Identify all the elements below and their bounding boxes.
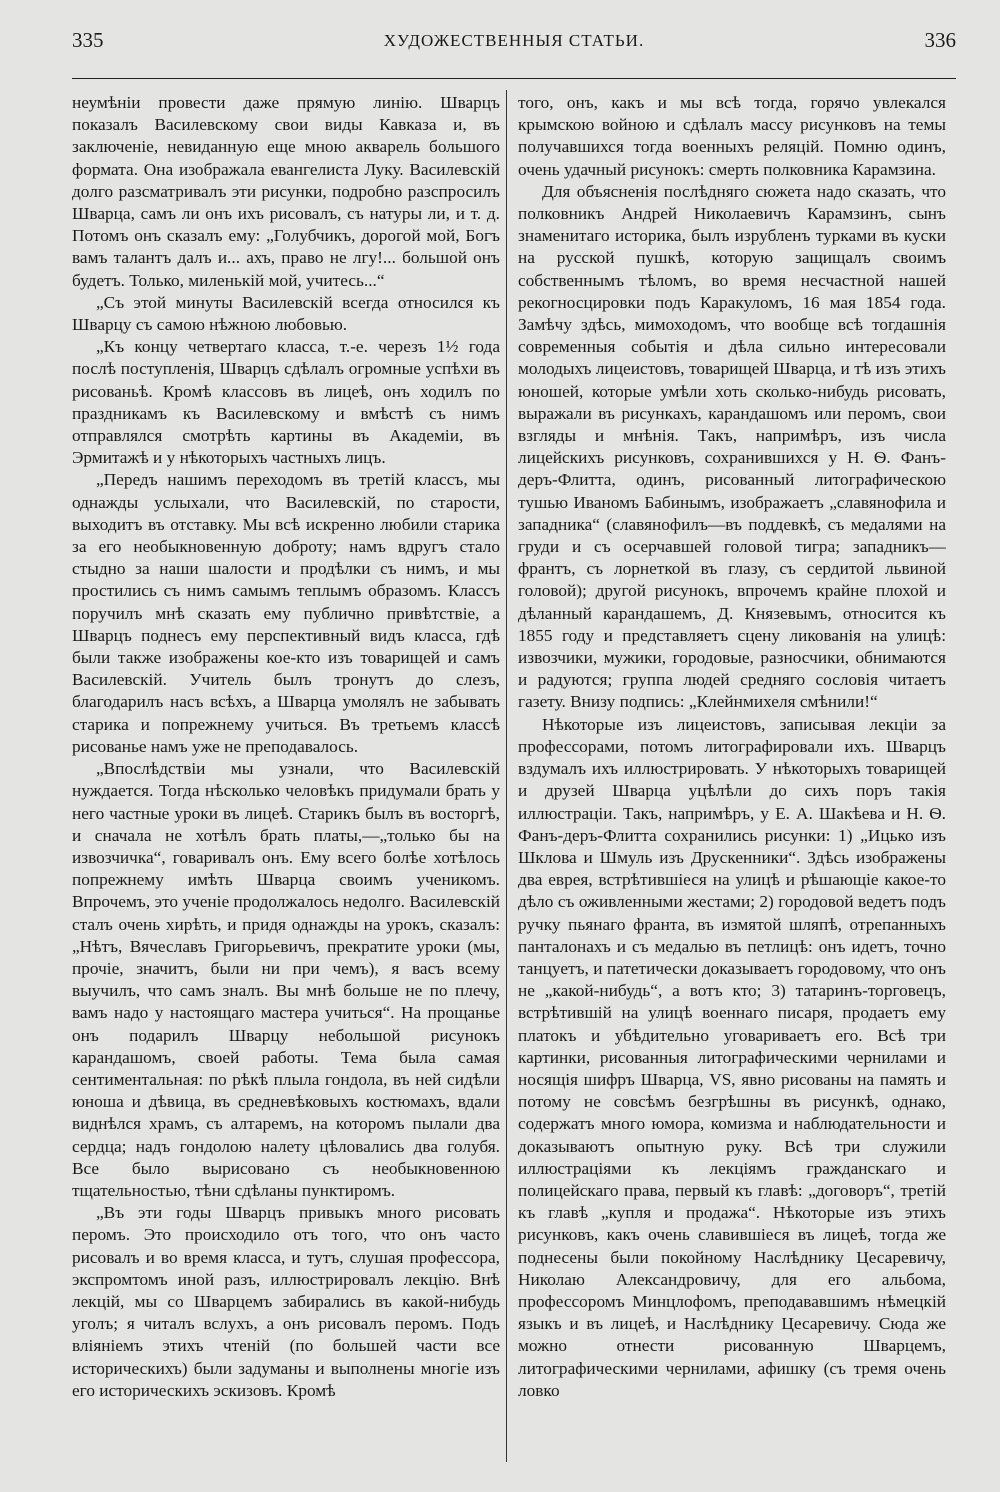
paragraph: „Къ концу четвертаго класса, т.-е. черезъ 1½ года послѣ поступленія, Шварцъ сдѣлалъ огромные успѣхи въ рисованьѣ. Кромѣ классовъ въ лицеѣ, онъ ходилъ по праздникамъ къ Василевскому и вмѣстѣ съ нимъ отправлялся смотрѣть картины въ Академіи, въ Эрмитажѣ и у нѣкоторыхъ частныхъ лицъ. <box>72 337 500 468</box>
page-header <box>72 28 956 62</box>
paragraph: того, онъ, какъ и мы всѣ тогда, горячо увлекался крымскою войною и сдѣлалъ массу рисунковъ на темы получавшихся тогда военныхъ реляцій. Помню одинъ, очень удачный рисунокъ: смерть полковника Карамзина. <box>518 93 946 179</box>
paragraph: „Впослѣдствіи мы узнали, что Василевскій нуждается. Тогда нѣсколько человѣкъ придумали брать у него частные уроки въ лицеѣ. Старикъ былъ въ восторгѣ, и сначала не хотѣлъ брать платы,—„только бы на извозчичка“, говаривалъ онъ. Ему всего болѣе хотѣлось попрежнему имѣть Шварца своимъ ученикомъ. Впрочемъ, это ученіе продолжалось недолго. Василевскій сталъ очень хирѣть, и придя однажды на урокъ, сказалъ: „Нѣтъ, Вячеславъ Григорьевичъ, прекратите уроки (мы, прочіе, значитъ, были ни при чемъ), я васъ всему выучилъ, что самъ зналъ. Вы мнѣ больше не по плечу, вамъ надо у настоящаго мастера учиться“. На прощанье онъ подарилъ Шварцу небольшой рисунокъ карандашомъ, своей работы. Тема была самая сентиментальная: по рѣкѣ плыла гондола, въ ней сидѣли юноша и дѣвица, въ средневѣковыхъ костюмахъ, вдали виднѣлся храмъ, съ алтаремъ, на которомъ пылали два сердца; надъ гондолою налету цѣловались два голубя. Все было вырисовано съ необыкновенною тщательностью, тѣни сдѣланы пунктиромъ. <box>72 759 500 1200</box>
header-rule <box>72 78 956 79</box>
right-column <box>518 92 946 1462</box>
paragraph: „Въ эти годы Шварцъ привыкъ много рисовать перомъ. Это происходило отъ того, что онъ часто рисовалъ и во время класса, и тутъ, слушая профессора, экспромтомъ иной разъ, иллюстрировалъ лекцію. Внѣ лекцій, мы со Шварцемъ забирались въ какой-нибудь уголъ; я читалъ вслухъ, а онъ рисовалъ перомъ. Подъ вліяніемъ этихъ чтеній (по большей части все историческихъ) были задуманы и выполнены многіе изъ его историческихъ эскизовъ. Кромѣ <box>72 1203 500 1400</box>
column-divider <box>506 90 507 1462</box>
page-number-left: 335 <box>72 28 104 52</box>
page-number-right: 336 <box>924 28 956 52</box>
paragraph: неумѣніи провести даже прямую линію. Шварцъ показалъ Василевскому свои виды Кавказа и, въ заключеніе, невиданную еще мною акварель большого формата. Она изображала евангелиста Луку. Василевскій долго разсматривалъ эти рисунки, подробно разспросилъ Шварца, самъ ли онъ ихъ рисовалъ, съ натуры ли, и т. д. Потомъ онъ сказалъ ему: „Голубчикъ, дорогой мой, Богъ вамъ талантъ далъ и... ахъ, право не лгу!... большой онъ будетъ. Только, миленькій мой, учитесь...“ <box>72 93 500 290</box>
running-title: ХУДОЖЕСТВЕННЫЯ СТАТЬИ. <box>383 31 645 50</box>
left-column <box>72 92 500 1462</box>
paragraph: Для объясненія послѣдняго сюжета надо сказать, что полковникъ Андрей Николаевичъ Карамзинъ, сынъ знаменитаго историка, былъ изрубленъ турками въ куски на русской пушкѣ, которую защищалъ своимъ собственнымъ тѣломъ, во время несчастной нашей рекогносцировки подъ Каракуломъ, 16 мая 1854 года. Замѣчу здѣсь, мимоходомъ, что вообще всѣ тогдашнія современныя событія и дѣла сильно интересовали молодыхъ лицеистовъ, товарищей Шварца, и тѣ изъ этихъ юношей, которые умѣли хоть сколько-нибудь рисовать, выражали въ рисункахъ, карандашомъ или перомъ, свои взгляды и мнѣнія. Такъ, напримѣръ, изъ числа лицейскихъ рисунковъ, сохранившихся у Н. Ѳ. Фанъ-деръ-Флитта, одинъ, рисованный литографическою тушью Иваномъ Бабинымъ, изображаетъ „славянофила и западника“ (славянофилъ—въ поддевкѣ, съ медалями на груди и съ осерчавшей головой тигра; западникъ—франтъ, съ лорнеткой въ глазу, съ сердитой львиной головой); другой рисунокъ, впрочемъ крайне плохой и дѣланный карандашемъ, Д. Князевымъ, относится къ 1855 году и представляетъ сцену ликованія на улицѣ: извозчики, мужики, городовые, разносчики, обнимаются и радуются; группа людей средняго сословія читаетъ газету. Внизу подпись: „Клейнмихеля смѣнили!“ <box>518 181 946 712</box>
paragraph: „Съ этой минуты Василевскій всегда относился къ Шварцу съ самою нѣжною любовью. <box>72 292 500 335</box>
paragraph: „Передъ нашимъ переходомъ въ третій классъ, мы однажды услыхали, что Василевскій, по старости, выходитъ въ отставку. Мы всѣ искренно любили старика за его необыкновенную доброту; намъ вдругъ стало стыдно за наши шалости и продѣлки съ нимъ, и мы простились съ нимъ самымъ теплымъ образомъ. Классъ поручилъ мнѣ сказать ему публично привѣтствіе, а Шварцъ поднесъ ему перспективный видъ класса, гдѣ были также изображены кое-кто изъ товарищей и самъ Василевскій. Учитель былъ тронутъ до слезъ, благодарилъ насъ всѣхъ, а Шварца умолялъ не забывать старика и попрежнему учиться. Въ третьемъ классѣ рисованье намъ уже не преподавалось. <box>72 470 500 756</box>
paragraph: Нѣкоторые изъ лицеистовъ, записывая лекціи за профессорами, потомъ литографировали ихъ. Шварцъ вздумалъ ихъ иллюстрировать. У нѣкоторыхъ товарищей и друзей Шварца уцѣлѣли до сихъ поръ такія иллюстраціи. Такъ, напримѣръ, у Е. А. Шакѣева и Н. Ѳ. Фанъ-деръ-Флитта сохранились рисунки: 1) „Ицько изъ Шклова и Шмуль изъ Друскенники“. Здѣсь изображены два еврея, встрѣтившіеся на улицѣ и рѣшающіе какое-то дѣло съ оживленными жестами; 2) городовой ведетъ подъ ручку пьянаго франта, въ измятой шляпѣ, отрепанныхъ панталонахъ и съ медалью въ петлицѣ: онъ идетъ, точно танцуетъ, и патетически доказываетъ городовому, что онъ не „какой-нибудь“, а вотъ кто; 3) татаринъ-торговецъ, встрѣтившій на улицѣ военнаго писаря, продаетъ ему платокъ и убѣдительно уговариваетъ его. Всѣ три картинки, рисованныя литографическими чернилами и носящія шифръ Шварца, VS, явно рисованы на память и потому не совсѣмъ безгрѣшны въ рисункѣ, однако, содержатъ много юмора, комизма и наблюдательности и доказываютъ опытную руку. Всѣ три служили иллюстраціями къ лекціямъ гражданскаго и полицейскаго права, первый къ главѣ: „договоръ“, третій къ главѣ „купля и продажа“. Нѣкоторые изъ этихъ рисунковъ, какъ очень славившіеся въ лицеѣ, тогда же поднесены были покойному Наслѣднику Цесаревичу, Николаю Александровичу, для его альбома, профессоромъ Минцлофомъ, преподававшимъ нѣмецкій языкъ и въ лицеѣ, и Наслѣднику Цесаревичу. Сюда же можно отнести рисованную Шварцемъ, литографическими чернилами, афишку (съ тремя очень ловко <box>518 714 946 1400</box>
